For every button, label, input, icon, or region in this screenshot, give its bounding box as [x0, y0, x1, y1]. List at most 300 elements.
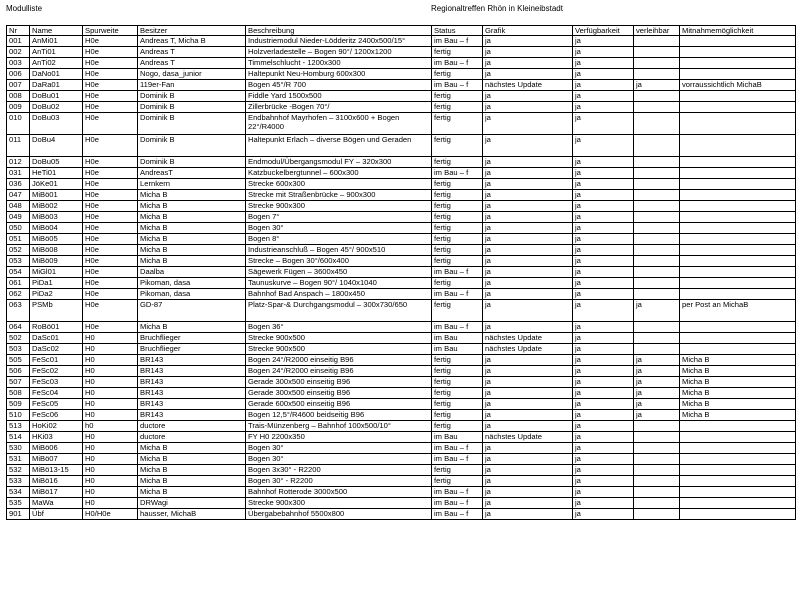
- cell-grafik: ja: [483, 102, 573, 113]
- cell-status: fertig: [432, 355, 483, 366]
- cell-status: im Bau – f: [432, 289, 483, 300]
- cell-beschreibung: Übergabebahnhof 5500x800: [246, 509, 432, 520]
- cell-mitnahme: [680, 333, 796, 344]
- table-row: [7, 498, 796, 509]
- cell-status: im Bau – f: [432, 509, 483, 520]
- cell-mitnahme: [680, 179, 796, 190]
- cell-spurweite: H0e: [83, 91, 138, 102]
- cell-spurweite: H0: [83, 388, 138, 399]
- cell-spurweite: H0e: [83, 201, 138, 212]
- cell-mitnahme: [680, 102, 796, 113]
- cell-beschreibung: Bogen 24°/R2000 einseitig B96: [246, 366, 432, 377]
- cell-nr: 503: [7, 344, 30, 355]
- cell-verleihbar: ja: [634, 410, 680, 421]
- cell-besitzer: ductore: [138, 421, 246, 432]
- cell-beschreibung: Strecke 900x500: [246, 344, 432, 355]
- table-row: [7, 201, 796, 212]
- cell-spurweite: H0e: [83, 80, 138, 91]
- table-row: [7, 476, 796, 487]
- cell-name: MiBö03: [30, 212, 83, 223]
- cell-verfuegbarkeit: ja: [573, 91, 634, 102]
- cell-mitnahme: Micha B: [680, 355, 796, 366]
- cell-status: fertig: [432, 234, 483, 245]
- cell-verfuegbarkeit: ja: [573, 135, 634, 157]
- cell-verleihbar: [634, 432, 680, 443]
- cell-beschreibung: Bogen 12,5°/R4600 beidseitig B96: [246, 410, 432, 421]
- cell-verleihbar: [634, 465, 680, 476]
- table-row: [7, 289, 796, 300]
- cell-beschreibung: Bogen 8°: [246, 234, 432, 245]
- cell-status: fertig: [432, 465, 483, 476]
- cell-nr: 507: [7, 377, 30, 388]
- cell-verleihbar: [634, 212, 680, 223]
- cell-verfuegbarkeit: ja: [573, 509, 634, 520]
- cell-status: im Bau – f: [432, 498, 483, 509]
- cell-nr: 054: [7, 267, 30, 278]
- cell-mitnahme: [680, 223, 796, 234]
- cell-nr: 901: [7, 509, 30, 520]
- cell-verfuegbarkeit: ja: [573, 190, 634, 201]
- cell-beschreibung: Timmelschlucht - 1200x300: [246, 58, 432, 69]
- cell-mitnahme: [680, 157, 796, 168]
- table-row: [7, 421, 796, 432]
- cell-spurweite: H0e: [83, 113, 138, 135]
- cell-besitzer: Micha B: [138, 476, 246, 487]
- cell-verleihbar: [634, 157, 680, 168]
- cell-beschreibung: Industriemodul Nieder-Lödderitz 2400x500/15°: [246, 36, 432, 47]
- cell-grafik: ja: [483, 245, 573, 256]
- cell-status: fertig: [432, 278, 483, 289]
- cell-verfuegbarkeit: ja: [573, 113, 634, 135]
- cell-besitzer: Micha B: [138, 487, 246, 498]
- cell-spurweite: H0: [83, 443, 138, 454]
- cell-grafik: ja: [483, 487, 573, 498]
- cell-grafik: ja: [483, 36, 573, 47]
- cell-status: fertig: [432, 476, 483, 487]
- cell-besitzer: Micha B: [138, 443, 246, 454]
- cell-besitzer: Andreas T, Micha B: [138, 36, 246, 47]
- cell-mitnahme: [680, 344, 796, 355]
- cell-grafik: ja: [483, 366, 573, 377]
- cell-beschreibung: Bahnhof Bad Anspach – 1800x450: [246, 289, 432, 300]
- cell-grafik: ja: [483, 421, 573, 432]
- cell-nr: 009: [7, 102, 30, 113]
- cell-status: fertig: [432, 300, 483, 322]
- cell-spurweite: H0e: [83, 47, 138, 58]
- cell-verfuegbarkeit: ja: [573, 344, 634, 355]
- cell-beschreibung: Bogen 24°/R2000 einseitig B96: [246, 355, 432, 366]
- cell-status: im Bau – f: [432, 58, 483, 69]
- cell-besitzer: Nogo, dasa_junior: [138, 69, 246, 80]
- cell-verleihbar: [634, 476, 680, 487]
- cell-name: MiBö01: [30, 190, 83, 201]
- cell-verleihbar: [634, 223, 680, 234]
- cell-besitzer: BR143: [138, 410, 246, 421]
- cell-grafik: ja: [483, 498, 573, 509]
- cell-spurweite: H0e: [83, 267, 138, 278]
- cell-nr: 003: [7, 58, 30, 69]
- cell-beschreibung: Platz-Spar-& Durchgangsmodul – 300x730/650: [246, 300, 432, 322]
- cell-nr: 064: [7, 322, 30, 333]
- cell-verleihbar: [634, 443, 680, 454]
- cell-besitzer: GD-87: [138, 300, 246, 322]
- table-row: [7, 465, 796, 476]
- cell-name: DoBu05: [30, 157, 83, 168]
- cell-grafik: ja: [483, 69, 573, 80]
- cell-besitzer: Dominik B: [138, 113, 246, 135]
- cell-nr: 508: [7, 388, 30, 399]
- table-row: [7, 399, 796, 410]
- table-row: [7, 278, 796, 289]
- cell-status: im Bau – f: [432, 168, 483, 179]
- cell-mitnahme: [680, 201, 796, 212]
- cell-verleihbar: [634, 509, 680, 520]
- cell-name: MiBö08: [30, 245, 83, 256]
- cell-spurweite: H0: [83, 377, 138, 388]
- cell-verleihbar: ja: [634, 80, 680, 91]
- cell-name: MiBö16: [30, 476, 83, 487]
- cell-status: im Bau – f: [432, 487, 483, 498]
- table-row: [7, 47, 796, 58]
- cell-nr: 036: [7, 179, 30, 190]
- cell-mitnahme: Micha B: [680, 399, 796, 410]
- table-row: [7, 212, 796, 223]
- cell-name: MiBö17: [30, 487, 83, 498]
- cell-verfuegbarkeit: ja: [573, 256, 634, 267]
- cell-verleihbar: [634, 487, 680, 498]
- cell-spurweite: H0: [83, 498, 138, 509]
- cell-spurweite: H0: [83, 454, 138, 465]
- cell-besitzer: BR143: [138, 388, 246, 399]
- cell-mitnahme: Micha B: [680, 410, 796, 421]
- cell-besitzer: AndreasT: [138, 168, 246, 179]
- cell-name: HeTi01: [30, 168, 83, 179]
- cell-nr: 050: [7, 223, 30, 234]
- table-row: [7, 91, 796, 102]
- column-header-besitzer: Besitzer: [138, 26, 246, 36]
- cell-name: MiGl01: [30, 267, 83, 278]
- table-header-row: [7, 26, 796, 36]
- cell-mitnahme: [680, 58, 796, 69]
- table-row: [7, 377, 796, 388]
- cell-grafik: ja: [483, 58, 573, 69]
- cell-spurweite: H0e: [83, 102, 138, 113]
- cell-status: fertig: [432, 135, 483, 157]
- cell-grafik: ja: [483, 47, 573, 58]
- cell-verleihbar: [634, 168, 680, 179]
- cell-verleihbar: [634, 498, 680, 509]
- table-row: [7, 355, 796, 366]
- table-row: [7, 58, 796, 69]
- cell-beschreibung: Bogen 30°: [246, 443, 432, 454]
- cell-grafik: ja: [483, 410, 573, 421]
- cell-mitnahme: [680, 443, 796, 454]
- cell-beschreibung: Endbahnhof Mayrhofen – 3100x600 + Bogen 22°/R4000: [246, 113, 432, 135]
- table-row: [7, 113, 796, 135]
- column-header-status: Status: [432, 26, 483, 36]
- cell-spurweite: H0: [83, 476, 138, 487]
- cell-besitzer: Micha B: [138, 190, 246, 201]
- cell-verleihbar: [634, 190, 680, 201]
- cell-name: MiBö07: [30, 454, 83, 465]
- cell-nr: 510: [7, 410, 30, 421]
- cell-name: FeSc05: [30, 399, 83, 410]
- cell-grafik: ja: [483, 289, 573, 300]
- cell-nr: 506: [7, 366, 30, 377]
- cell-nr: 062: [7, 289, 30, 300]
- cell-nr: 513: [7, 421, 30, 432]
- cell-besitzer: Dominik B: [138, 157, 246, 168]
- cell-beschreibung: Gerade 600x500 einseitig B96: [246, 399, 432, 410]
- cell-status: fertig: [432, 69, 483, 80]
- cell-grafik: ja: [483, 223, 573, 234]
- cell-verfuegbarkeit: ja: [573, 80, 634, 91]
- cell-beschreibung: Strecke 900x500: [246, 333, 432, 344]
- cell-besitzer: Andreas T: [138, 58, 246, 69]
- cell-spurweite: H0: [83, 399, 138, 410]
- cell-mitnahme: Micha B: [680, 366, 796, 377]
- cell-spurweite: H0e: [83, 69, 138, 80]
- cell-grafik: nächstes Update: [483, 333, 573, 344]
- cell-beschreibung: Sägewerk Fügen – 3600x450: [246, 267, 432, 278]
- cell-spurweite: H0e: [83, 223, 138, 234]
- cell-nr: 530: [7, 443, 30, 454]
- cell-besitzer: Dominik B: [138, 102, 246, 113]
- table-row: [7, 509, 796, 520]
- cell-name: DoBu01: [30, 91, 83, 102]
- cell-spurweite: H0: [83, 487, 138, 498]
- cell-verleihbar: [634, 113, 680, 135]
- cell-verleihbar: ja: [634, 366, 680, 377]
- cell-verfuegbarkeit: ja: [573, 212, 634, 223]
- cell-nr: 012: [7, 157, 30, 168]
- cell-grafik: ja: [483, 476, 573, 487]
- table-row: [7, 333, 796, 344]
- cell-beschreibung: Katzbuckelbergtunnel – 600x300: [246, 168, 432, 179]
- cell-grafik: ja: [483, 91, 573, 102]
- table-row: [7, 234, 796, 245]
- cell-beschreibung: Fiddle Yard 1500x500: [246, 91, 432, 102]
- cell-verleihbar: [634, 102, 680, 113]
- cell-status: fertig: [432, 410, 483, 421]
- cell-grafik: ja: [483, 190, 573, 201]
- cell-nr: 053: [7, 256, 30, 267]
- cell-verfuegbarkeit: ja: [573, 377, 634, 388]
- cell-beschreibung: FY H0 2200x350: [246, 432, 432, 443]
- table-row: [7, 69, 796, 80]
- cell-verfuegbarkeit: ja: [573, 487, 634, 498]
- cell-spurweite: H0e: [83, 245, 138, 256]
- cell-verfuegbarkeit: ja: [573, 223, 634, 234]
- cell-verfuegbarkeit: ja: [573, 245, 634, 256]
- cell-name: Übf: [30, 509, 83, 520]
- cell-name: RoBö01: [30, 322, 83, 333]
- cell-mitnahme: per Post an MichaB: [680, 300, 796, 322]
- table-row: [7, 157, 796, 168]
- cell-name: MiBö04: [30, 223, 83, 234]
- cell-nr: 063: [7, 300, 30, 322]
- cell-verfuegbarkeit: ja: [573, 443, 634, 454]
- cell-name: DoBu03: [30, 113, 83, 135]
- cell-mitnahme: Micha B: [680, 388, 796, 399]
- cell-verfuegbarkeit: ja: [573, 421, 634, 432]
- cell-verleihbar: [634, 234, 680, 245]
- table-row: [7, 443, 796, 454]
- cell-mitnahme: vorraussichtlich MichaB: [680, 80, 796, 91]
- cell-besitzer: Micha B: [138, 465, 246, 476]
- cell-verfuegbarkeit: ja: [573, 267, 634, 278]
- cell-besitzer: Micha B: [138, 322, 246, 333]
- cell-verleihbar: [634, 245, 680, 256]
- cell-nr: 531: [7, 454, 30, 465]
- cell-spurweite: H0: [83, 465, 138, 476]
- cell-beschreibung: Endmodul/Übergangsmodul FY – 320x300: [246, 157, 432, 168]
- cell-beschreibung: Bogen 7°: [246, 212, 432, 223]
- cell-beschreibung: Bahnhof Rotterode 3000x500: [246, 487, 432, 498]
- cell-name: MiBö13-15: [30, 465, 83, 476]
- cell-name: JöKe01: [30, 179, 83, 190]
- cell-besitzer: Daalba: [138, 267, 246, 278]
- cell-besitzer: Dominik B: [138, 135, 246, 157]
- cell-spurweite: H0e: [83, 278, 138, 289]
- cell-beschreibung: Haltepunkt Neu-Homburg 600x300: [246, 69, 432, 80]
- cell-name: PSMb: [30, 300, 83, 322]
- cell-spurweite: H0/H0e: [83, 509, 138, 520]
- table-row: [7, 102, 796, 113]
- cell-verleihbar: [634, 47, 680, 58]
- cell-beschreibung: Trais-Münzenberg – Bahnhof 100x500/10°: [246, 421, 432, 432]
- cell-nr: 031: [7, 168, 30, 179]
- cell-name: DaSc02: [30, 344, 83, 355]
- cell-name: AnMi01: [30, 36, 83, 47]
- cell-mitnahme: [680, 113, 796, 135]
- cell-mitnahme: Micha B: [680, 377, 796, 388]
- cell-nr: 061: [7, 278, 30, 289]
- cell-name: DaNo01: [30, 69, 83, 80]
- table-row: [7, 454, 796, 465]
- cell-nr: 010: [7, 113, 30, 135]
- cell-verfuegbarkeit: ja: [573, 454, 634, 465]
- cell-status: fertig: [432, 212, 483, 223]
- cell-name: MiBö06: [30, 443, 83, 454]
- cell-verleihbar: [634, 179, 680, 190]
- cell-verfuegbarkeit: ja: [573, 399, 634, 410]
- cell-verfuegbarkeit: ja: [573, 278, 634, 289]
- cell-beschreibung: Bogen 30° - R2200: [246, 476, 432, 487]
- cell-name: AnTi01: [30, 47, 83, 58]
- cell-besitzer: BR143: [138, 377, 246, 388]
- cell-verfuegbarkeit: ja: [573, 410, 634, 421]
- cell-mitnahme: [680, 256, 796, 267]
- table-row: [7, 410, 796, 421]
- column-header-beschreibung: Beschreibung: [246, 26, 432, 36]
- cell-spurweite: H0: [83, 366, 138, 377]
- cell-status: fertig: [432, 366, 483, 377]
- cell-name: FeSc01: [30, 355, 83, 366]
- cell-mitnahme: [680, 498, 796, 509]
- cell-status: im Bau: [432, 344, 483, 355]
- cell-verfuegbarkeit: ja: [573, 388, 634, 399]
- cell-status: fertig: [432, 157, 483, 168]
- cell-beschreibung: Bogen 30°: [246, 223, 432, 234]
- cell-besitzer: Lernkern: [138, 179, 246, 190]
- cell-verleihbar: [634, 58, 680, 69]
- table-row: [7, 223, 796, 234]
- cell-verleihbar: [634, 36, 680, 47]
- cell-status: im Bau – f: [432, 322, 483, 333]
- cell-grafik: ja: [483, 267, 573, 278]
- cell-verfuegbarkeit: ja: [573, 234, 634, 245]
- cell-beschreibung: Bogen 3x30° - R2200: [246, 465, 432, 476]
- cell-name: FeSc02: [30, 366, 83, 377]
- table-row: [7, 322, 796, 333]
- cell-nr: 502: [7, 333, 30, 344]
- cell-spurweite: H0: [83, 344, 138, 355]
- cell-beschreibung: Bogen 45°/R 700: [246, 80, 432, 91]
- cell-status: fertig: [432, 201, 483, 212]
- cell-grafik: nächstes Update: [483, 344, 573, 355]
- cell-status: im Bau – f: [432, 454, 483, 465]
- cell-grafik: ja: [483, 256, 573, 267]
- cell-spurweite: H0e: [83, 289, 138, 300]
- cell-spurweite: H0e: [83, 256, 138, 267]
- cell-besitzer: Pikoman, dasa: [138, 289, 246, 300]
- cell-spurweite: H0: [83, 355, 138, 366]
- cell-name: HoKi02: [30, 421, 83, 432]
- cell-besitzer: BR143: [138, 366, 246, 377]
- cell-name: PiDa2: [30, 289, 83, 300]
- table-row: [7, 168, 796, 179]
- event-title: Regionaltreffen Rhön in Kleineibstadt: [431, 4, 563, 13]
- cell-nr: 002: [7, 47, 30, 58]
- cell-status: fertig: [432, 256, 483, 267]
- cell-besitzer: BR143: [138, 355, 246, 366]
- cell-grafik: ja: [483, 234, 573, 245]
- table-row: [7, 256, 796, 267]
- cell-status: fertig: [432, 245, 483, 256]
- cell-nr: 051: [7, 234, 30, 245]
- column-header-spurweite: Spurweite: [83, 26, 138, 36]
- cell-beschreibung: Gerade 300x500 einseitig B96: [246, 377, 432, 388]
- cell-grafik: ja: [483, 509, 573, 520]
- document-title: Modulliste: [6, 4, 43, 13]
- cell-name: AnTi02: [30, 58, 83, 69]
- table-row: [7, 80, 796, 91]
- column-header-nr: Nr: [7, 26, 30, 36]
- table-row: [7, 179, 796, 190]
- cell-beschreibung: Haltepunkt Erlach – diverse Bögen und Geraden: [246, 135, 432, 157]
- cell-verleihbar: [634, 421, 680, 432]
- cell-verleihbar: ja: [634, 300, 680, 322]
- cell-besitzer: Andreas T: [138, 47, 246, 58]
- cell-verfuegbarkeit: ja: [573, 322, 634, 333]
- table-row: [7, 36, 796, 47]
- cell-mitnahme: [680, 454, 796, 465]
- cell-grafik: ja: [483, 212, 573, 223]
- cell-nr: 532: [7, 465, 30, 476]
- cell-nr: 049: [7, 212, 30, 223]
- cell-nr: 001: [7, 36, 30, 47]
- module-table: [6, 25, 796, 520]
- cell-grafik: ja: [483, 135, 573, 157]
- cell-status: im Bau – f: [432, 36, 483, 47]
- cell-beschreibung: Gerade 300x500 einseitig B96: [246, 388, 432, 399]
- cell-besitzer: DRWagi: [138, 498, 246, 509]
- table-row: [7, 245, 796, 256]
- table-body: [7, 36, 796, 520]
- cell-besitzer: Bruchflieger: [138, 344, 246, 355]
- cell-grafik: ja: [483, 179, 573, 190]
